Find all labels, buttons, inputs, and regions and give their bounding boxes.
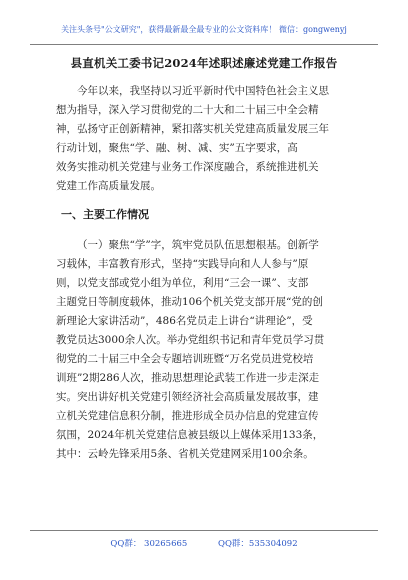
content-line: 氛围，2024年机关党建信息被县级以上媒体采用133条， — [56, 429, 324, 441]
intro-line: 神，弘扬守正创新精神，紧扣落实机关党建高质量发展三年 — [56, 123, 329, 135]
content-paragraph — [56, 236, 356, 464]
content-line: 习载体，丰富教育形式，坚持“实践导向和人人参与”原 — [56, 258, 309, 270]
section-heading: 一、主要工作情况 — [61, 208, 149, 221]
content-line: 教党员达3000余人次。举办党组织书记和青年党员学习贯 — [56, 334, 325, 346]
intro-line: 党建工作高质量发展。 — [56, 180, 161, 192]
header-divider — [30, 44, 378, 45]
content-line: 主题党日等制度载体，推动106个机关党支部开展“党的创 — [56, 296, 323, 308]
content-line: （一）聚焦“学”字，筑牢党员队伍思想根基。创新学 — [77, 239, 319, 251]
content-line: 立机关党建信息积分制，推进形成全员办信息的党建宣传 — [56, 410, 319, 422]
document-title: 县直机关工委书记2024年述职述廉述党建工作报告 — [70, 56, 338, 70]
content-line: 训班”2期286人次，推动思想理论武装工作进一步走深走 — [56, 372, 320, 384]
footer-divider — [30, 530, 378, 531]
footer-qq-group-2: QQ群：535304092 — [218, 539, 298, 549]
footer — [0, 537, 408, 549]
header-banner: 关注头条号"公文研究"，获得最新最全最专业的公文资料库！ 微信：gongwenyj — [61, 25, 347, 34]
footer-qq-group-1: QQ群： 30265665 — [110, 539, 188, 549]
content-line: 彻党的二十届三中全会专题培训班暨“万名党员进党校培 — [56, 353, 314, 365]
intro-line: 行动计划，聚焦“学、融、树、减、实”五字要求，高 — [56, 142, 298, 154]
content-line: 其中：云岭先锋采用5条、省机关党建网采用100余条。 — [56, 448, 314, 460]
intro-line: 效务实推动机关党建与业务工作深度融合，系统推进机关 — [56, 161, 319, 173]
intro-line: 今年以来，我坚持以习近平新时代中国特色社会主义思 — [77, 85, 329, 97]
content-line: 新理论大家讲活动”，486名党员走上讲台“讲理论”，受 — [56, 315, 313, 327]
content-line: 实。突出讲好机关党建引领经济社会高质量发展故事，建 — [56, 391, 319, 403]
intro-paragraph — [56, 82, 356, 196]
intro-line: 想为指导，深入学习贯彻党的二十大和二十届三中全会精 — [56, 104, 319, 116]
content-line: 则，以党支部或党小组为单位，利用“三会一课”、支部 — [56, 277, 309, 289]
